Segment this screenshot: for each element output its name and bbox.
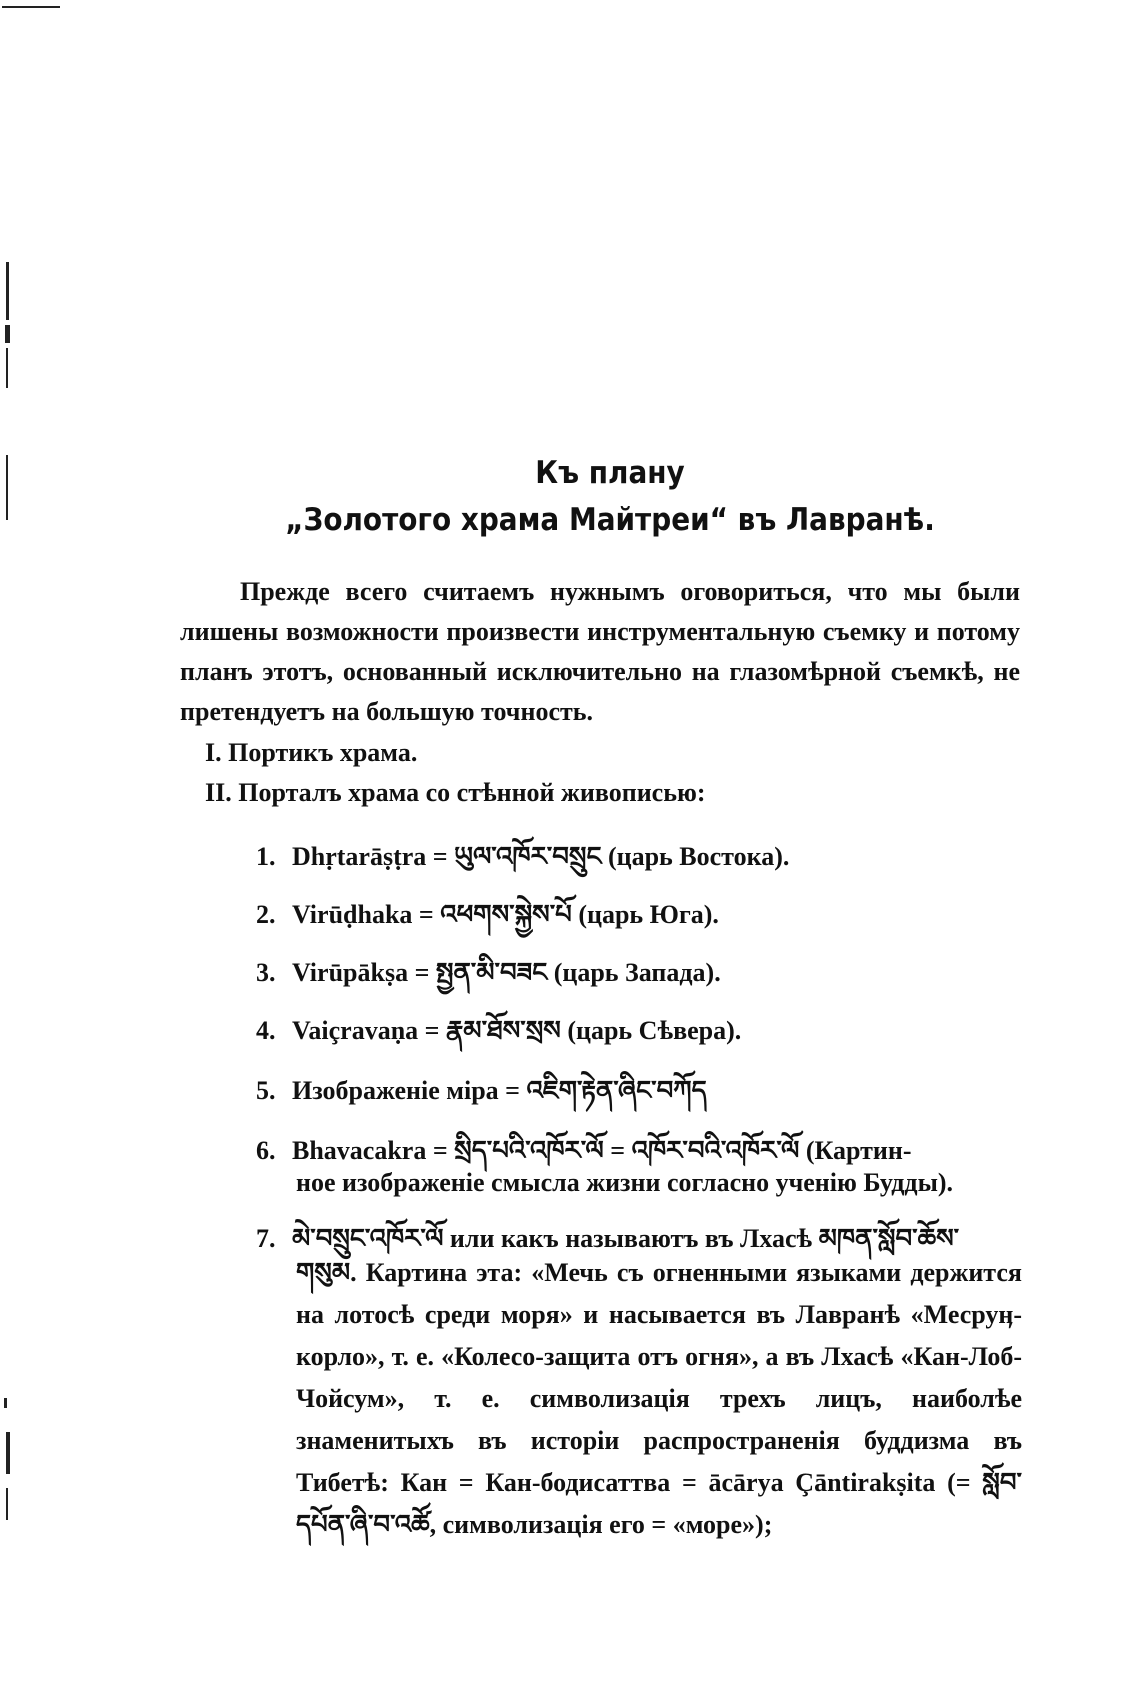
item-6-continuation: ное изображенiе смысла жизни согласно ученiю Будды). <box>296 1168 954 1197</box>
item-number: 4. <box>256 1016 276 1045</box>
section-portal: II. Порталъ храма со стѣнной живописью: <box>205 778 706 807</box>
item-text: Bhavacakra = སྲིད་པའི་འཁོར་ལོ = འཁོར་བའི་འཁོར་ལོ (Картин- <box>292 1136 912 1165</box>
intro-paragraph-block <box>180 572 1020 732</box>
item-text: Dhṛtarāṣṭra = ཡུལ་འཁོར་བསྲུང (царь Востока). <box>292 842 790 871</box>
section-portico: I. Портикъ храма. <box>205 738 418 767</box>
item-number: 1. <box>256 842 276 871</box>
item-text: མེ་བསྲུང་འཁོར་ལོ или какъ называютъ въ Лхасѣ མཁན་སློབ་ཆོས་ <box>292 1224 960 1253</box>
heading-line-1: Къ плану <box>535 455 685 491</box>
item-7-continuation: གསུམ. Картина эта: «Мечь съ огненными языками держится на лотосѣ среди моря» и насывается въ Лавранѣ «Месруӊ-корло», т. е. «Колесо-защита отъ огня», а въ Лхасѣ «Кан-Лоб-Чойсум», т. е. символизацiя трехъ лицъ, наиболѣе знаменитыхъ въ исторiи распространенiя буддизма въ Тибетѣ: Кан = Кан-бодисаттва = ācārya Çāntirakṣita (= སློབ་དཔོན་ཞི་བ་འཚོ, символизацiя его = «море»); <box>296 1258 1022 1539</box>
scan-margin-mark <box>6 1488 8 1520</box>
scan-margin-mark <box>5 325 10 343</box>
item-text: Изображенiе мiра = འཇིག་རྟེན་ཞིང་བཀོད <box>292 1076 707 1105</box>
heading-line-2: „Золотого храма Майтреи“ въ Лавранѣ. <box>285 502 935 538</box>
scan-margin-mark <box>4 1398 7 1408</box>
item-text: Virūpākṣa = སྤྱན་མི་བཟང (царь Запада). <box>292 958 721 987</box>
item-text: Vaiçravaṇa = རྣམ་ཐོས་སྲས (царь Сѣвера). <box>292 1016 742 1045</box>
item-number: 7. <box>256 1224 276 1253</box>
scan-edge-line <box>2 6 60 8</box>
item-text: Virūḍhaka = འཕགས་སྐྱེས་པོ (царь Юга). <box>292 900 719 929</box>
intro-paragraph: Прежде всего считаемъ нужнымъ оговориться, что мы были лишены возможности произвести инструментальную съемку и потому планъ этотъ, основанный исключительно на глазомѣрной съемкѣ, не претендуетъ на большую точность. <box>180 577 1020 726</box>
item-number: 5. <box>256 1076 276 1105</box>
item-number: 6. <box>256 1136 276 1165</box>
item-number: 3. <box>256 958 276 987</box>
item-number: 2. <box>256 900 276 929</box>
scan-margin-mark <box>6 1432 10 1474</box>
scan-margin-mark <box>6 348 8 388</box>
scan-margin-mark <box>6 455 8 520</box>
scan-margin-mark <box>6 262 9 320</box>
